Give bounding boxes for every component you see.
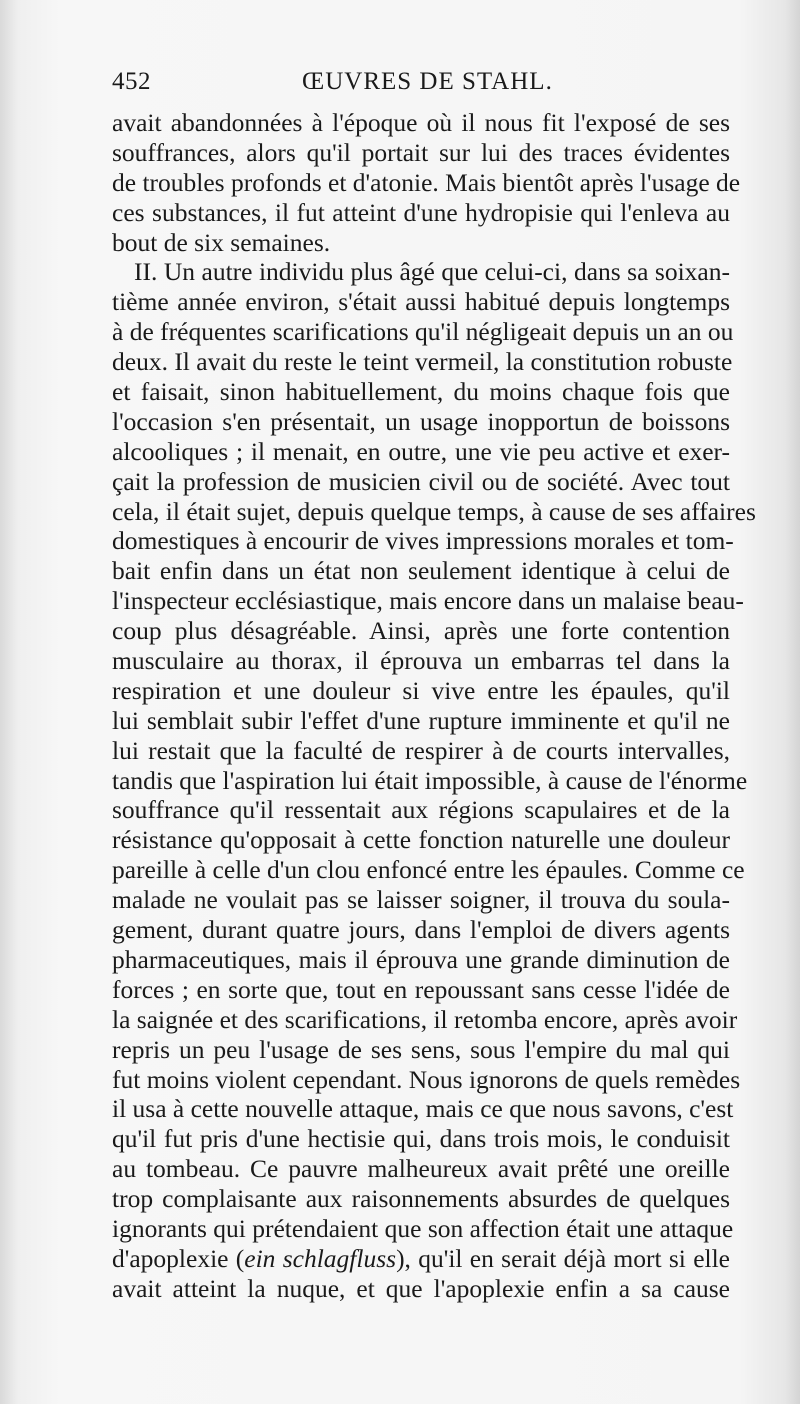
italic-term: ein schlagfluss <box>244 1243 397 1273</box>
text-line: souffrances, alors qu'il portait sur lui des traces évidentes <box>112 137 730 167</box>
text-line: il usa à cette nouvelle attaque, mais ce que nous savons, c'est <box>112 1094 734 1124</box>
text-line: gement, durant quatre jours, dans l'emploi de divers agents <box>112 915 730 945</box>
text-line: fut moins violent cependant. Nous ignorons de quels remèdes <box>112 1064 741 1094</box>
text-line: cela, il était sujet, depuis quelque temps, à cause de ses affaires <box>112 496 756 526</box>
text-line: coup plus désagréable. Ainsi, après une forte contention <box>112 616 730 646</box>
text-line: à de fréquentes scarifications qu'il négligeait depuis un an ou <box>112 317 734 347</box>
running-head: ŒUVRES DE STAHL. <box>302 68 553 95</box>
text-line: avait atteint la nuque, et que l'apoplexie enfin a sa cause <box>112 1273 730 1303</box>
text-line: pharmaceutiques, mais il éprouva une grande diminution de <box>112 944 730 974</box>
text-line: lui restait que la faculté de respirer à de courts intervalles, <box>112 735 730 765</box>
text-line: bout de six semaines. <box>112 227 331 257</box>
text-line: souffrance qu'il ressentait aux régions scapulaires et de la <box>112 795 730 825</box>
body-text <box>112 108 756 1304</box>
text-line: qu'il fut pris d'une hectisie qui, dans trois mois, le conduisit <box>112 1124 730 1154</box>
text-line: tandis que l'aspiration lui était impossible, à cause de l'énorme <box>112 765 748 795</box>
text-line: repris un peu l'usage de ses sens, sous l'empire du mal qui <box>112 1034 730 1064</box>
text-line: et faisait, sinon habituellement, du moins chaque fois que <box>112 377 730 407</box>
text-line: ignorants qui prétendaient que son affection était une attaque <box>112 1213 734 1243</box>
text-line: pareille à celle d'un clou enfoncé entre les épaules. Comme ce <box>112 855 745 885</box>
text-line: avait abandonnées à l'époque où il nous fit l'exposé de ses <box>112 108 730 137</box>
text-line: bait enfin dans un état non seulement identique à celui de <box>112 556 730 586</box>
text-line: respiration et une douleur si vive entre les épaules, qu'il <box>112 675 730 705</box>
text-line: ces substances, il fut atteint d'une hydropisie qui l'enleva au <box>112 197 730 227</box>
text-line: lui semblait subir l'effet d'une rupture imminente et qu'il ne <box>112 705 730 735</box>
text-line: trop complaisante aux raisonnements absurdes de quelques <box>112 1184 730 1214</box>
text-line: alcooliques ; il menait, en outre, une vie peu active et exer- <box>112 436 730 466</box>
text-line: forces ; en sorte que, tout en repoussant sans cesse l'idée de <box>112 974 730 1004</box>
text-line: l'occasion s'en présentait, un usage inopportun de boissons <box>112 406 730 436</box>
text-line-with-italic <box>112 1244 730 1274</box>
text-line: au tombeau. Ce pauvre malheureux avait prêté une oreille <box>112 1154 730 1184</box>
text-line: résistance qu'opposait à cette fonction naturelle une douleur <box>112 825 730 855</box>
text-line: II. Un autre individu plus âgé que celui-ci, dans sa soixan- <box>134 257 730 287</box>
page-header <box>112 68 728 102</box>
page-number: 452 <box>112 68 151 95</box>
text-line: l'inspecteur ecclésiastique, mais encore dans un malaise beau- <box>112 586 744 616</box>
text-line: çait la profession de musicien civil ou de société. Avec tout <box>112 466 730 496</box>
text-line: domestiques à encourir de vives impressions morales et tom- <box>112 526 734 556</box>
text-line: malade ne voulait pas se laisser soigner, il trouva du soula- <box>112 885 730 915</box>
text-line: deux. Il avait du reste le teint vermeil, la constitution robuste <box>112 347 733 377</box>
text-line: la saignée et des scarifications, il retomba encore, après avoir <box>112 1004 738 1034</box>
text-segment: d'apoplexie ( <box>112 1243 245 1273</box>
text-line: de troubles profonds et d'atonie. Mais bientôt après l'usage de <box>112 167 741 197</box>
text-line: tième année environ, s'était aussi habitué depuis longtemps <box>112 287 730 317</box>
text-line: musculaire au thorax, il éprouva un embarras tel dans la <box>112 646 730 676</box>
text-segment: ), qu'il en serait déjà mort si elle <box>396 1243 730 1273</box>
